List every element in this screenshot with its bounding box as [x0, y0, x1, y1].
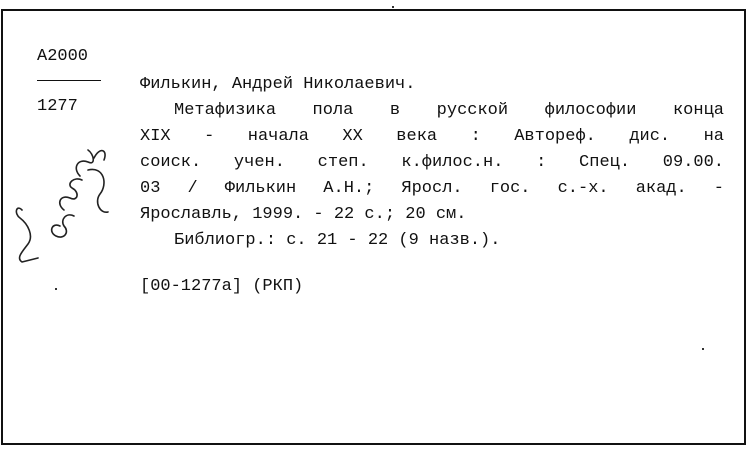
scan-speck — [55, 288, 57, 290]
handwritten-copies-mark — [8, 140, 118, 275]
title-line-2: XIX - начала XX века : Автореф. дис. на — [140, 127, 724, 146]
author-heading: Филькин, Андрей Николаевич. — [140, 75, 416, 94]
title-line-5: Ярославль, 1999. - 22 с.; 20 см. — [140, 205, 467, 224]
record-number: [00-1277а] (РКП) — [140, 277, 304, 296]
title-line-3: соиск. учен. степ. к.филос.н. : Спец. 09.00. — [140, 153, 724, 172]
shelf-mark-top: A2000 — [37, 47, 89, 66]
scan-speck — [392, 6, 394, 8]
title-line-4: 03 / Филькин А.Н.; Яросл. гос. с.-х. акад. - — [140, 179, 724, 198]
shelf-mark-divider — [37, 80, 101, 81]
bibliography-note: Библиогр.: с. 21 - 22 (9 назв.). — [174, 231, 501, 250]
scan-speck — [702, 348, 704, 350]
shelf-mark-bottom: 1277 — [37, 97, 78, 116]
title-line-1: Метафизика пола в русской философии конца — [174, 101, 724, 120]
